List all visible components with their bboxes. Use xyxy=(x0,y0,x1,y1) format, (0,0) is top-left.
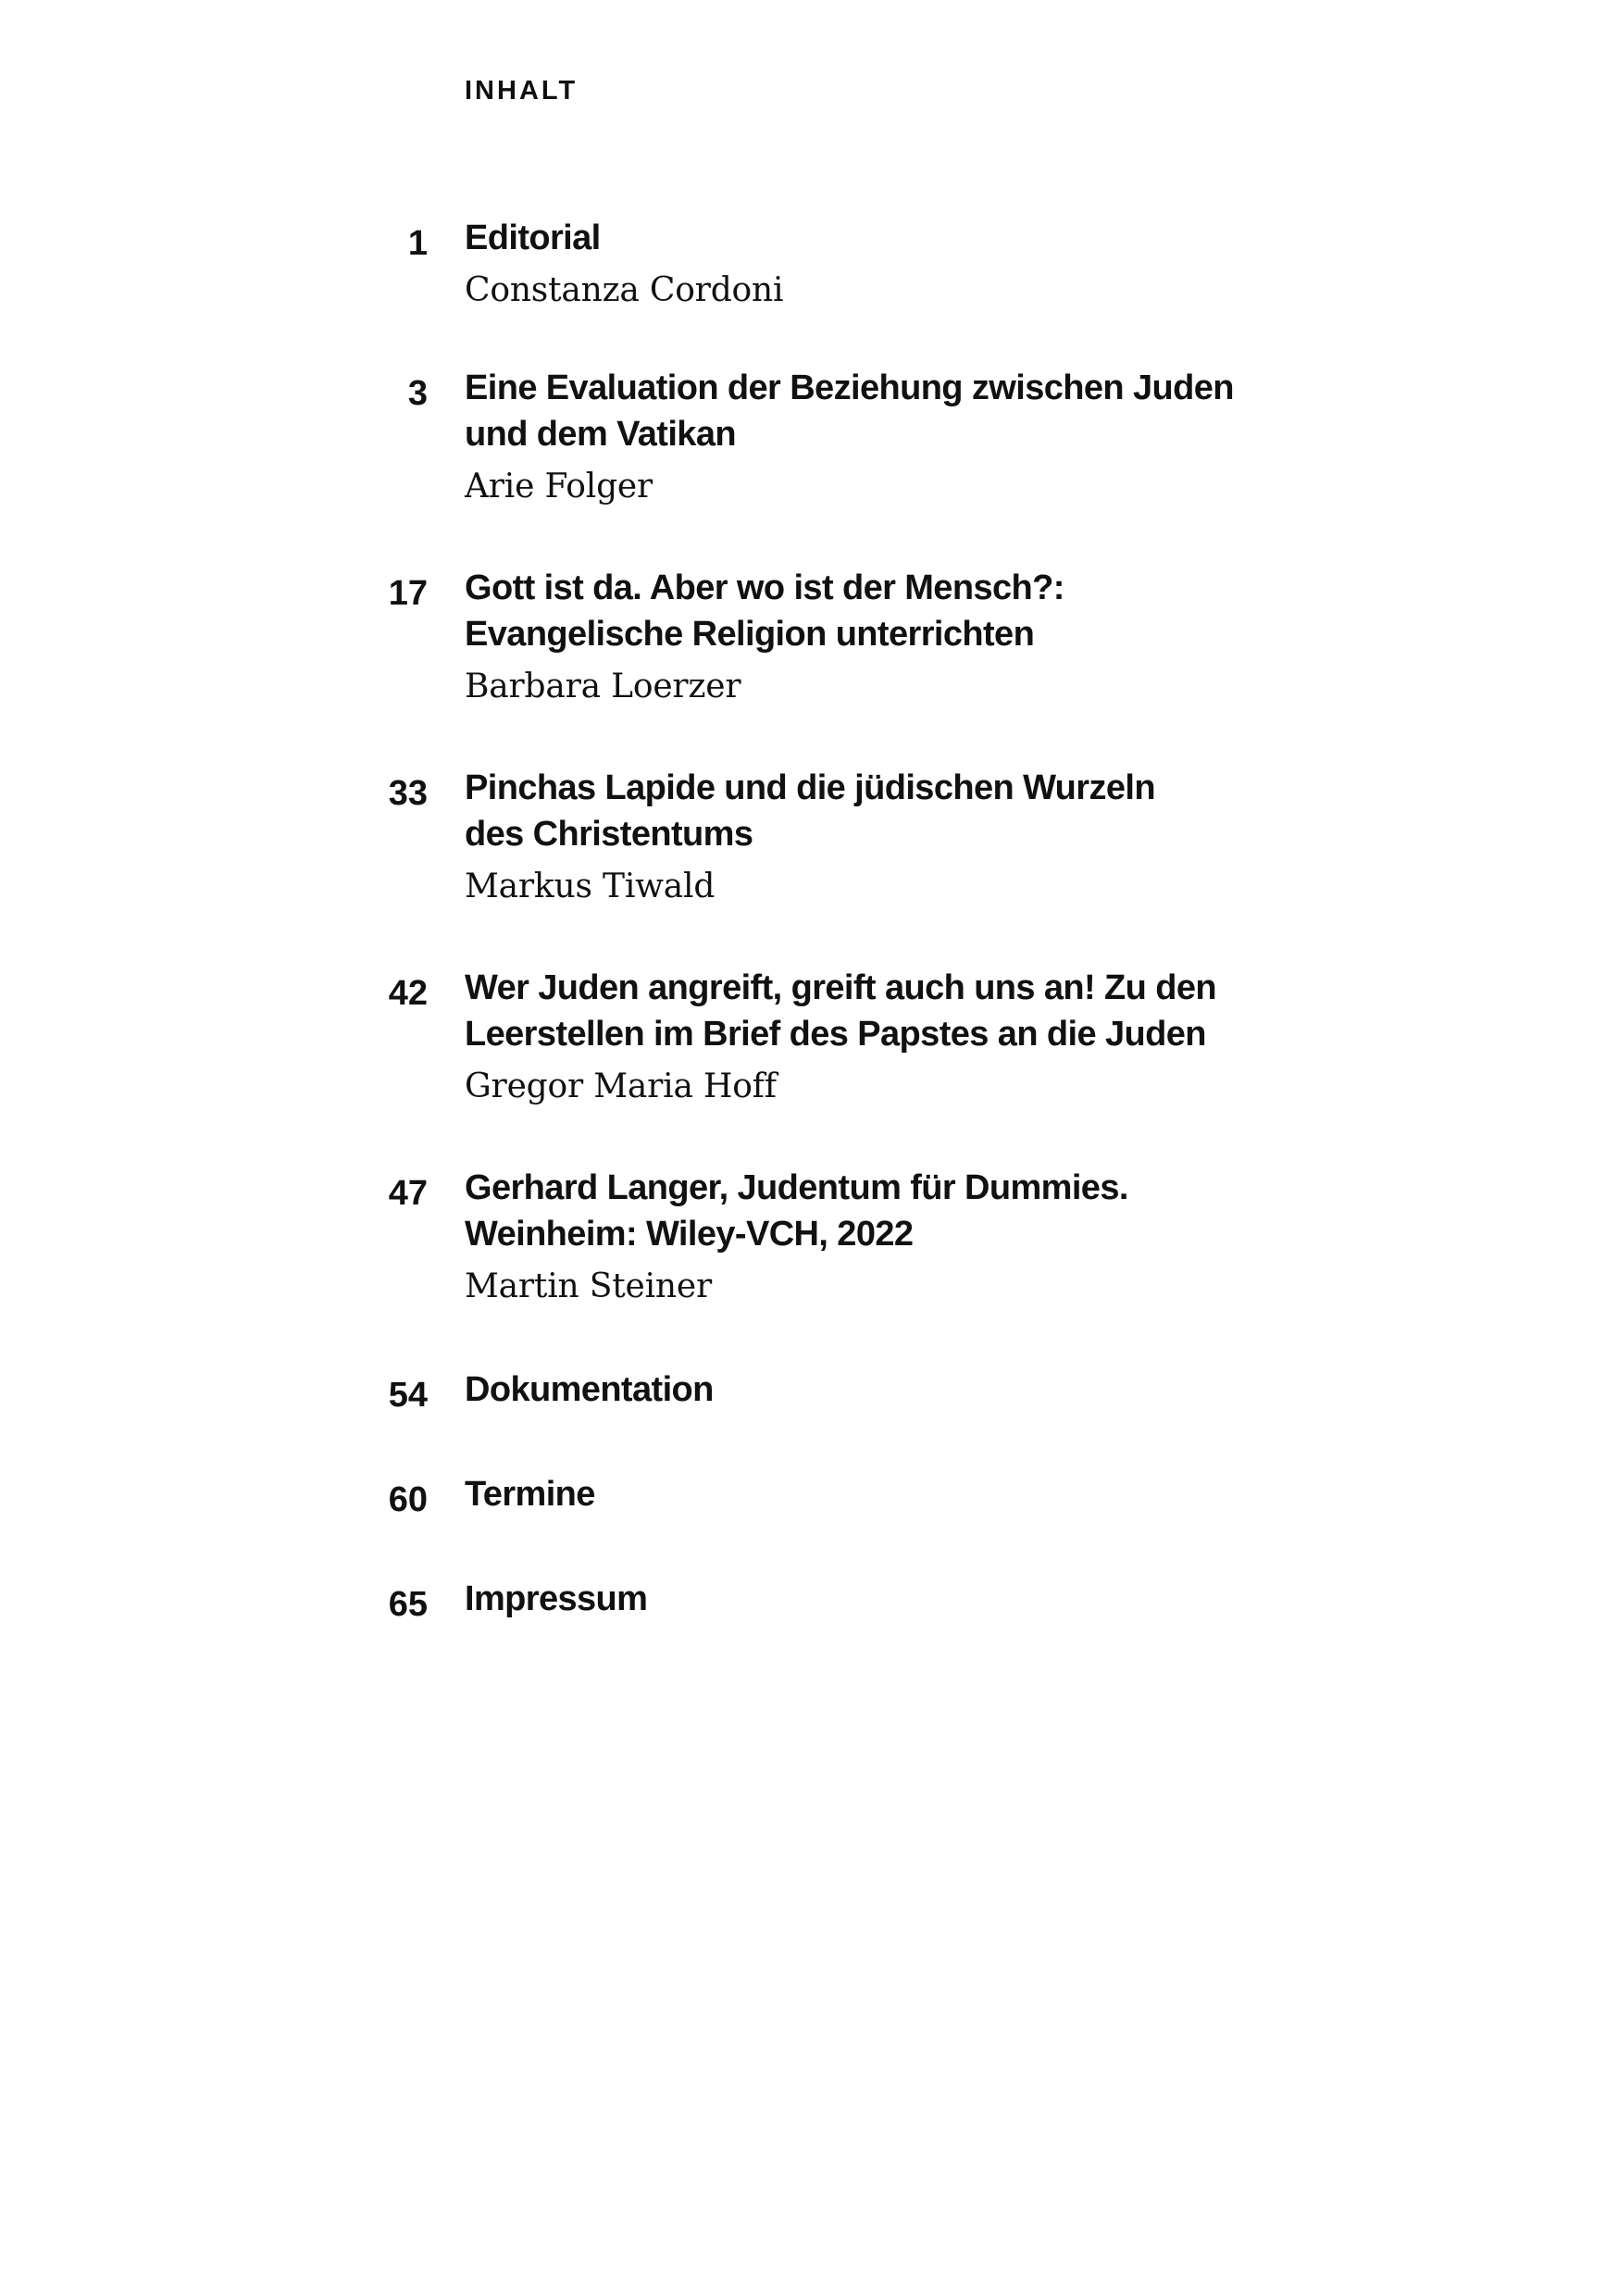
entry-body xyxy=(465,765,1277,907)
entry-author: Barbara Loerzer xyxy=(465,668,741,705)
entry-body xyxy=(465,965,1277,1107)
title-line: Weinheim: Wiley-VCH, 2022 xyxy=(465,1215,914,1254)
title-line: Gerhard Langer, Judentum für Dummies. xyxy=(465,1168,1128,1207)
toc-entry[interactable] xyxy=(352,965,1277,1107)
title-line: Pinchas Lapide und die jüdischen Wurzeln xyxy=(465,768,1155,807)
entry-title xyxy=(465,1165,1277,1257)
toc-entry[interactable] xyxy=(352,1366,1277,1418)
table-of-contents xyxy=(352,215,1277,1628)
entry-title xyxy=(465,965,1277,1057)
entry-title xyxy=(465,1471,1277,1517)
page-number: 3 xyxy=(407,374,428,413)
entry-title xyxy=(465,215,1277,261)
title-line: Eine Evaluation der Beziehung zwischen Juden xyxy=(465,368,1234,407)
entry-body xyxy=(465,565,1277,707)
toc-entry[interactable] xyxy=(352,215,1277,311)
title-line: Leerstellen im Brief des Papstes an die Juden xyxy=(465,1015,1206,1054)
entry-author: Arie Folger xyxy=(465,468,653,505)
page-number: 17 xyxy=(388,574,428,613)
entry-body xyxy=(465,215,1277,311)
page-number: 47 xyxy=(388,1174,428,1213)
title-line: Impressum xyxy=(465,1579,648,1618)
entry-body xyxy=(465,1576,1277,1622)
title-line: Editorial xyxy=(465,218,601,257)
title-line: Evangelische Religion unterrichten xyxy=(465,615,1035,654)
toc-entry[interactable] xyxy=(352,1576,1277,1628)
page-number: 54 xyxy=(388,1376,428,1415)
page-number: 33 xyxy=(388,774,428,813)
page-number: 42 xyxy=(388,974,428,1013)
entry-title xyxy=(465,1576,1277,1622)
title-line: Dokumentation xyxy=(465,1370,714,1409)
title-line: und dem Vatikan xyxy=(465,415,736,454)
toc-entry[interactable] xyxy=(352,1165,1277,1307)
entry-body xyxy=(465,365,1277,507)
entry-title xyxy=(465,765,1277,857)
entry-title xyxy=(465,1366,1277,1413)
entry-author: Constanza Cordoni xyxy=(465,271,784,309)
toc-entry[interactable] xyxy=(352,565,1277,707)
entry-author: Gregor Maria Hoff xyxy=(465,1067,777,1105)
page-number: 65 xyxy=(388,1585,428,1624)
page-number: 1 xyxy=(407,224,428,263)
entry-title xyxy=(465,365,1277,457)
entry-body xyxy=(465,1471,1277,1517)
entry-body xyxy=(465,1165,1277,1307)
toc-entry[interactable] xyxy=(352,365,1277,507)
entry-title xyxy=(465,565,1277,657)
toc-entry[interactable] xyxy=(352,765,1277,907)
entry-author: Martin Steiner xyxy=(465,1267,712,1305)
entry-body xyxy=(465,1366,1277,1413)
entry-author: Markus Tiwald xyxy=(465,867,716,905)
title-line: Termine xyxy=(465,1475,595,1514)
toc-entry[interactable] xyxy=(352,1471,1277,1523)
page-number: 60 xyxy=(388,1480,428,1519)
title-line: Gott ist da. Aber wo ist der Mensch?: xyxy=(465,568,1064,607)
page-heading: INHALT xyxy=(465,76,579,106)
title-line: des Christentums xyxy=(465,815,753,854)
title-line: Wer Juden angreift, greift auch uns an! Zu den xyxy=(465,968,1216,1007)
